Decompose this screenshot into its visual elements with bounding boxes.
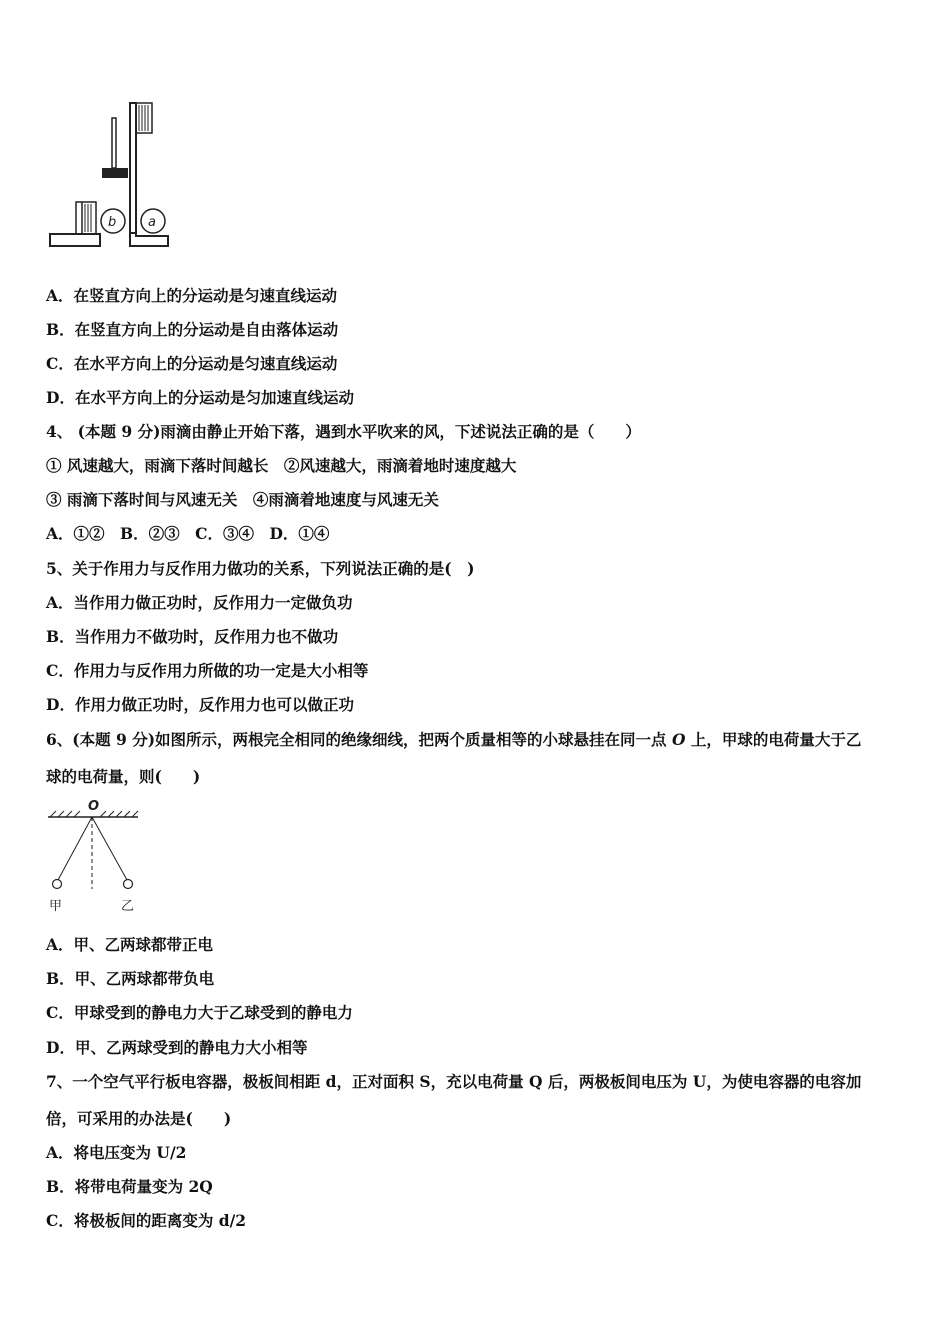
top-hatched-block: [136, 103, 152, 133]
left-thread: [58, 817, 92, 880]
ball-yi: [124, 880, 133, 889]
q6-stem-part1: 6、(本题 9 分)如图所示，两根完全相同的绝缘细线，把两个质量相等的小球悬挂在同一点: [46, 730, 672, 749]
thin-rod: [112, 118, 116, 168]
apparatus-figure: [46, 98, 172, 250]
right-base: [130, 233, 168, 246]
q7-stem-line2: 倍，可采用的办法是( ): [46, 1109, 232, 1128]
q7-stem-line1: 7、一个空气平行板电容器，极板间相距 d，正对面积 S，充以电荷量 Q 后，两极板间电压为 U，为使电容器的电容加: [46, 1072, 862, 1091]
vertical-post: [130, 103, 136, 233]
q5-option-c: C．作用力与反作用力所做的功一定是大小相等: [46, 661, 369, 680]
left-base: [50, 234, 100, 246]
q4-statements-2: ③ 雨滴下落时间与风速无关 ④雨滴着地速度与风速无关: [46, 490, 439, 509]
q6-option-b: B．甲、乙两球都带负电: [46, 969, 215, 988]
q7-option-b: B．将带电荷量变为 2Q: [46, 1177, 213, 1196]
q6-stem-line2: 球的电荷量，则( ): [46, 767, 201, 786]
q4-statements-1: ① 风速越大，雨滴下落时间越长 ②风速越大，雨滴着地时速度越大: [46, 456, 517, 475]
q4-stem: 4、 (本题 9 分)雨滴由静止开始下落，遇到水平吹来的风，下述说法正确的是（ ）: [46, 422, 641, 441]
q3-option-c: C．在水平方向上的分运动是匀速直线运动: [46, 354, 338, 373]
ball-a-label: a: [148, 215, 156, 230]
q3-option-b: B．在竖直方向上的分运动是自由落体运动: [46, 320, 339, 339]
hanging-balls-figure: [44, 797, 144, 915]
q5-option-d: D．作用力做正功时，反作用力也可以做正功: [46, 695, 354, 714]
striker-block: [102, 168, 128, 178]
q3-option-d: D．在水平方向上的分运动是匀加速直线运动: [46, 388, 354, 407]
q5-option-a: A．当作用力做正功时，反作用力一定做负功: [46, 593, 353, 612]
q6-stem-part2: 上，甲球的电荷量大于乙: [685, 730, 862, 749]
q6-stem-line1: [46, 730, 910, 750]
q4-options: A．①② B．②③ C．③④ D．①④: [46, 524, 330, 543]
left-hatched-block: [82, 202, 96, 234]
q5-option-b: B．当作用力不做功时，反作用力也不做功: [46, 627, 339, 646]
right-thread: [92, 817, 127, 880]
ball-jia: [53, 880, 62, 889]
point-o-label: O: [88, 799, 100, 814]
q6-option-d: D．甲、乙两球受到的静电力大小相等: [46, 1038, 308, 1057]
q6-stem-point: O: [671, 730, 686, 749]
q3-option-a: A．在竖直方向上的分运动是匀速直线运动: [46, 286, 338, 305]
q7-option-c: C．将极板间的距离变为 d/2: [46, 1211, 247, 1230]
q5-stem: 5、关于作用力与反作用力做功的关系，下列说法正确的是( ): [46, 559, 475, 578]
ball-jia-label: 甲: [49, 899, 63, 914]
q6-option-c: C．甲球受到的静电力大于乙球受到的静电力: [46, 1003, 353, 1022]
q6-option-a: A．甲、乙两球都带正电: [46, 935, 214, 954]
ball-yi-label: 乙: [121, 899, 135, 914]
ball-b-label: b: [108, 215, 117, 230]
q7-option-a: A．将电压变为 U/2: [46, 1143, 187, 1162]
